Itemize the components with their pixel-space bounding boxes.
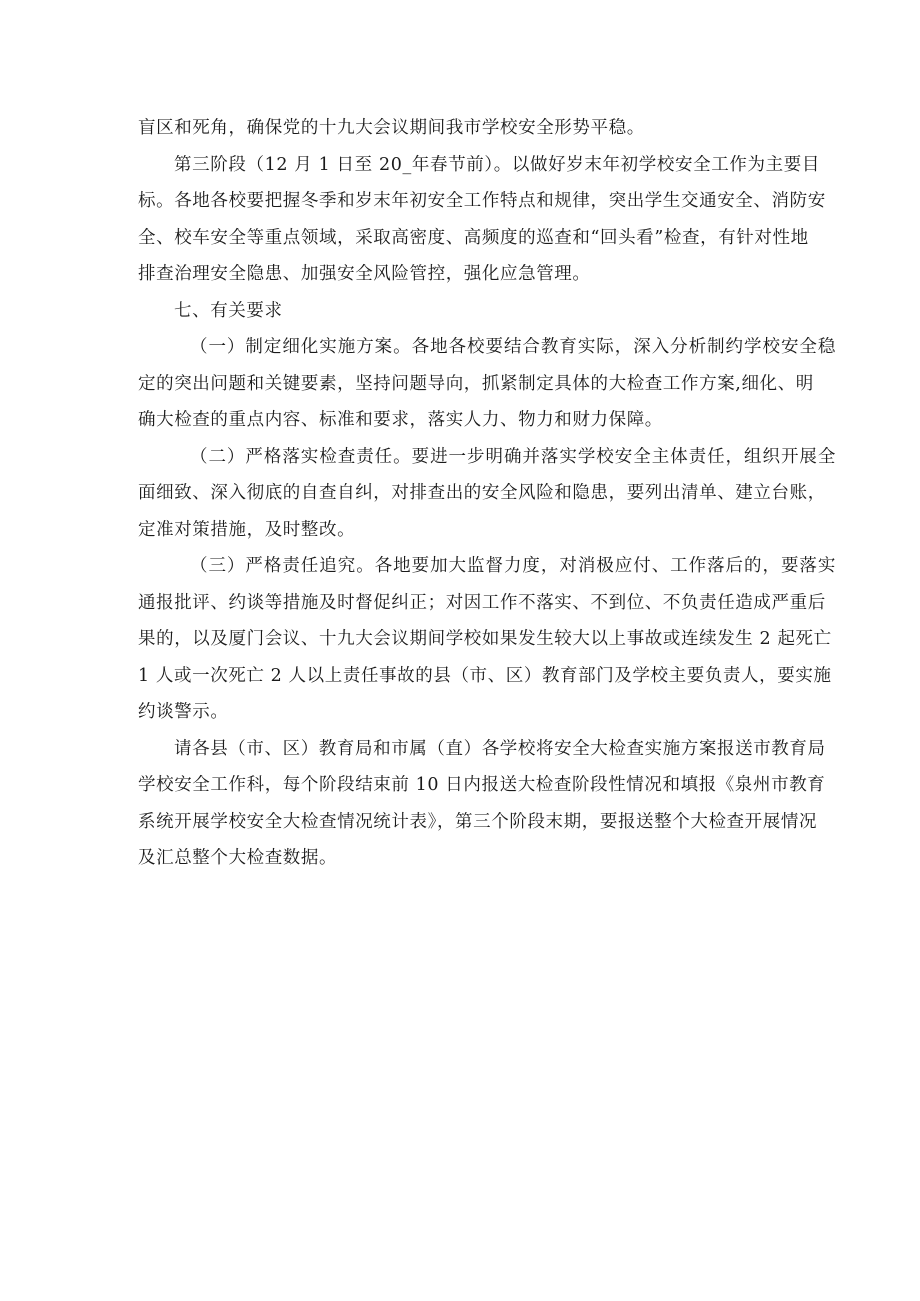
text-line: 请各县（市、区）教育局和市属（直）各学校将安全大检查实施方案报送市教育局 xyxy=(174,738,826,759)
text-line: 果的，以及厦门会议、十九大会议期间学校如果发生较大以上事故或连续发生 2 起死亡 xyxy=(138,629,832,649)
text-line: （三）严格责任追究。各地要加大监督力度，对消极应付、工作落后的，要落实 xyxy=(190,556,836,576)
text-line: （一）制定细化实施方案。各地各校要结合教育实际，深入分析制约学校安全稳 xyxy=(190,337,836,357)
text-line: 标。各地各校要把握冬季和岁末年初安全工作特点和规律，突出学生交通安全、消防安 xyxy=(138,191,826,211)
text-line: 定的突出问题和关键要素，坚持问题导向，抓紧制定具体的大检查工作方案,细化、明 xyxy=(138,373,814,394)
text-line: 全、校车安全等重点领域，采取高密度、高频度的巡查和“回头看”检查，有针对性地 xyxy=(138,227,809,248)
section-heading: 七、有关要求 xyxy=(174,300,283,321)
text-line: 约谈警示。 xyxy=(138,702,229,722)
text-line: 第三阶段（12 月 1 日至 20_年春节前）。以做好岁末年初学校安全工作为主要目 xyxy=(174,154,820,175)
text-line: 系统开展学校安全大检查情况统计表》，第三个阶段末期，要报送整个大检查开展情况 xyxy=(138,811,818,832)
text-line: 面细致、深入彻底的自查自纠，对排查出的安全风险和隐患，要列出清单、建立台账， xyxy=(138,483,826,503)
text-line: 及汇总整个大检查数据。 xyxy=(138,848,338,868)
body-text xyxy=(138,110,836,877)
text-line: 排查治理安全隐患、加强安全风险管控，强化应急管理。 xyxy=(138,264,591,284)
text-line: 盲区和死角，确保党的十九大会议期间我市学校安全形势平稳。 xyxy=(138,118,645,138)
text-line: 定准对策措施，及时整改。 xyxy=(138,519,356,540)
text-line: 学校安全工作科，每个阶段结束前 10 日内报送大检查阶段性情况和填报《泉州市教育 xyxy=(138,775,826,795)
text-line: 通报批评、约谈等措施及时督促纠正；对因工作不落实、不到位、不负责任造成严重后 xyxy=(138,592,826,613)
text-line: 1 人或一次死亡 2 人以上责任事故的县（市、区）教育部门及学校主要负责人，要实施 xyxy=(138,665,832,686)
text-line: 确大检查的重点内容、标准和要求，落实人力、物力和财力保障。 xyxy=(138,410,663,430)
text-line: （二）严格落实检查责任。要进一步明确并落实学校安全主体责任，组织开展全 xyxy=(190,446,836,467)
